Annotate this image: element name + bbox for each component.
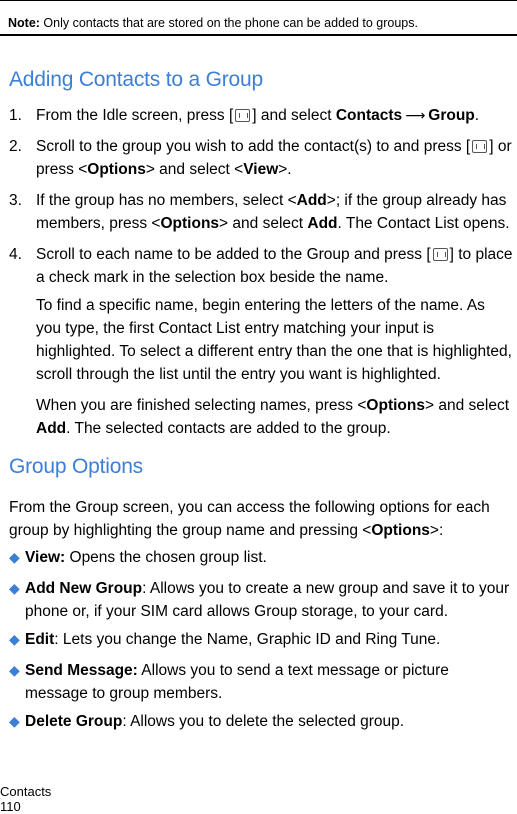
group-options-intro bbox=[9, 496, 514, 542]
para-text: When you are finished selecting names, press < bbox=[36, 397, 367, 414]
step-bold: Add bbox=[296, 192, 327, 209]
step-text: ] and select bbox=[252, 107, 336, 124]
section-title-adding-contacts: Adding Contacts to a Group bbox=[9, 68, 263, 91]
footer-page-number: 110 bbox=[0, 799, 21, 814]
option-add-new-group bbox=[9, 577, 514, 623]
option-desc: : Lets you change the Name, Graphic ID and Ring Tune. bbox=[54, 631, 441, 648]
option-send-message bbox=[9, 659, 514, 705]
option-term: View: bbox=[25, 549, 66, 566]
step-number: 2. bbox=[9, 138, 22, 155]
step-bold: Contacts bbox=[335, 107, 403, 124]
note-box bbox=[0, 0, 517, 36]
option-delete-group bbox=[9, 710, 514, 733]
step-4 bbox=[9, 243, 514, 289]
diamond-bullet-icon: ◆ bbox=[9, 549, 20, 565]
note-text: Only contacts that are stored on the phone can be added to groups. bbox=[39, 16, 418, 30]
option-view bbox=[9, 546, 514, 569]
para-text: . The selected contacts are added to the group. bbox=[66, 420, 391, 437]
step-3 bbox=[9, 189, 514, 235]
option-term: Send Message: bbox=[25, 662, 138, 679]
option-edit bbox=[9, 628, 514, 651]
step-text: ] to place a check mark in the selection box beside the name. bbox=[36, 246, 513, 286]
step-bold: Options bbox=[87, 161, 146, 178]
step-2 bbox=[9, 135, 514, 181]
step-text: >; if the group already has members, press < bbox=[36, 192, 507, 232]
right-arrow-icon: ⟶ bbox=[405, 108, 426, 124]
step-text: . bbox=[474, 107, 480, 124]
step-text: > and select < bbox=[145, 161, 244, 178]
option-term: Edit bbox=[25, 631, 55, 648]
step-bold: Options bbox=[160, 215, 220, 232]
option-desc: Allows you to send a text message or picture message to group members. bbox=[25, 662, 449, 702]
menu-key-icon bbox=[472, 140, 487, 153]
option-desc: : Allows you to create a new group and save it to your phone or, if your SIM card allows Group storage, to your card. bbox=[25, 580, 510, 620]
step-bold: Group bbox=[428, 107, 475, 124]
diamond-bullet-icon: ◆ bbox=[9, 713, 20, 729]
footer-section-name: Contacts bbox=[0, 784, 52, 799]
step-number: 4. bbox=[9, 246, 22, 263]
diamond-bullet-icon: ◆ bbox=[9, 662, 20, 678]
step-text: From the Idle screen, press [ bbox=[36, 107, 234, 124]
step-text: ] or press < bbox=[36, 138, 512, 178]
diamond-bullet-icon: ◆ bbox=[9, 580, 20, 596]
intro-text: From the Group screen, you can access the following options for each group by highlighting the group name and pressing < bbox=[9, 499, 490, 539]
option-desc: : Allows you to delete the selected group. bbox=[122, 713, 405, 730]
step-text: Scroll to the group you wish to add the contact(s) to and press [ bbox=[36, 138, 471, 155]
intro-text: >: bbox=[429, 522, 444, 539]
step-text: . The Contact List opens. bbox=[337, 215, 510, 232]
step-bold: View bbox=[243, 161, 279, 178]
section-title-group-options: Group Options bbox=[9, 455, 143, 478]
option-term: Delete Group bbox=[25, 713, 123, 730]
note-label: Note: bbox=[8, 16, 40, 30]
para-bold: Options bbox=[366, 397, 425, 414]
option-desc: Opens the chosen group list. bbox=[65, 549, 267, 566]
step-4-paragraph-1: To find a specific name, begin entering the letters of the name. As you type, the first Contact List entry matching your input is highlighted. To select a different entry than the one that is highlighted, scroll through the list until the entry you want is highlighted. bbox=[36, 297, 512, 383]
intro-bold: Options bbox=[371, 522, 430, 539]
step-text: Scroll to each name to be added to the Group and press [ bbox=[36, 246, 431, 263]
para-bold: Add bbox=[36, 420, 67, 437]
menu-key-icon bbox=[235, 109, 250, 122]
step-4-paragraph-2 bbox=[36, 394, 514, 440]
para-text: > and select bbox=[424, 397, 510, 414]
option-term: Add New Group bbox=[25, 580, 143, 597]
step-number: 3. bbox=[9, 192, 22, 209]
step-number: 1. bbox=[9, 107, 22, 124]
diamond-bullet-icon: ◆ bbox=[9, 631, 20, 647]
step-text: If the group has no members, select < bbox=[36, 192, 297, 209]
step-text: > and select bbox=[219, 215, 308, 232]
menu-key-icon bbox=[433, 248, 448, 261]
step-bold: Add bbox=[307, 215, 338, 232]
step-1 bbox=[9, 104, 514, 128]
step-text: >. bbox=[278, 161, 292, 178]
